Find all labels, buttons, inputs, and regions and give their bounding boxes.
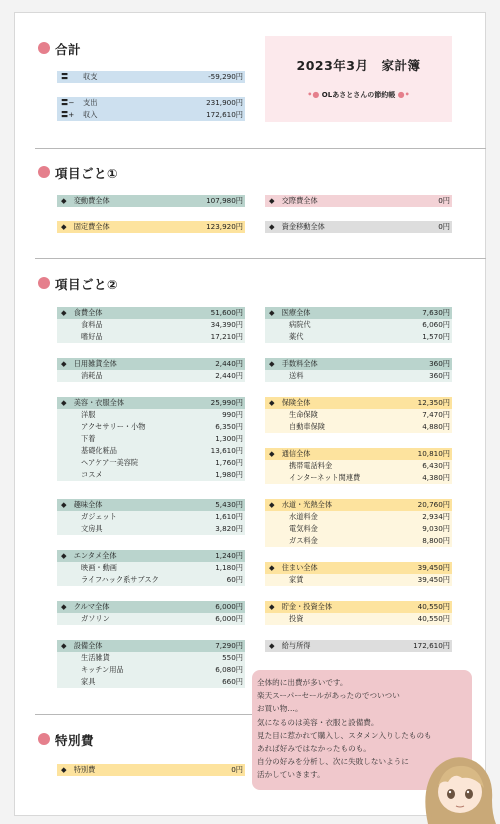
expense-label: 支出: [83, 98, 98, 107]
item-row: [57, 457, 245, 469]
income-value: 172,610円: [206, 110, 243, 119]
category-label: ◆ 日用雑貨全体: [61, 359, 117, 368]
category-row: [265, 562, 452, 574]
category-value: 1,240円: [215, 551, 243, 560]
item-value: 39,450円: [417, 575, 450, 584]
bullet-dot-icon: [38, 166, 50, 178]
expense-row: [57, 97, 245, 109]
item-label: インターネット関連費: [289, 473, 361, 482]
category-value: 40,550円: [417, 602, 450, 611]
category-value: 5,430円: [215, 500, 243, 509]
transfer-value: 0円: [438, 222, 450, 231]
item-value: 1,570円: [422, 332, 450, 341]
item-value: 3,820円: [215, 524, 243, 533]
category-value: 7,290円: [215, 641, 243, 650]
item-label: 水道料金: [289, 512, 318, 521]
item-value: 17,210円: [210, 332, 243, 341]
category-row: [57, 358, 245, 370]
category-row: [57, 550, 245, 562]
category-label: ◆ 通信全体: [269, 449, 311, 458]
balance-label: 収支: [83, 72, 98, 81]
divider: [35, 258, 486, 259]
item-row: [265, 523, 452, 535]
item-label: ガス料金: [289, 536, 318, 545]
item-value: 6,350円: [215, 422, 243, 431]
memo-line: 全体的に出費が多いです。: [257, 678, 348, 687]
page-title: 2023年3月 家計簿: [296, 58, 421, 73]
expense-value: 231,900円: [206, 98, 243, 107]
item-row: [57, 511, 245, 523]
item-row: [57, 421, 245, 433]
special-label: ◆ 特別費: [61, 765, 96, 774]
balance-value: -59,290円: [208, 72, 243, 81]
bullet-dot-icon: [38, 733, 50, 745]
memo-line: 楽天スーパーセールがあったのでついつい: [257, 691, 400, 701]
item-value: 4,880円: [422, 422, 450, 431]
item-row: [57, 319, 245, 331]
category-row: [265, 448, 452, 460]
item-label: ライフハック系サブスク: [81, 575, 159, 584]
item-label: 生命保険: [289, 410, 318, 419]
item-label: 病院代: [289, 320, 311, 329]
item-value: 40,550円: [417, 614, 450, 623]
transfer-row: [265, 221, 452, 233]
variable-row: [57, 195, 245, 207]
item-label: 嗜好品: [81, 332, 103, 341]
expense-icon: 〓−: [61, 98, 75, 107]
divider: [35, 714, 253, 715]
item-value: 6,080円: [215, 665, 243, 674]
category-value: 12,350円: [417, 398, 450, 407]
item-row: [265, 331, 452, 343]
item-value: 60円: [226, 575, 243, 584]
item-row: [265, 574, 452, 586]
category-label: ◆ 貯金・投資全体: [269, 602, 333, 611]
item-row: [265, 511, 452, 523]
fixed-row: [57, 221, 245, 233]
total-heading: 合計: [55, 42, 82, 57]
item-row: [57, 652, 245, 664]
variable-value: 107,980円: [206, 196, 243, 205]
item-label: ガジェット: [81, 512, 117, 521]
item-value: 1,610円: [215, 512, 243, 521]
item-row: [57, 433, 245, 445]
category-label: ◆ 手数料全体: [269, 359, 318, 368]
item-row: [265, 472, 452, 484]
category-value: 7,630円: [422, 308, 450, 317]
item-label: 消耗品: [81, 371, 103, 380]
character-illustration-icon: [418, 748, 496, 824]
item-label: 家具: [81, 677, 96, 686]
category-row: [265, 397, 452, 409]
item-row: [57, 523, 245, 535]
item-value: 360円: [429, 371, 450, 380]
category-label: ◆ 水道・光熱全体: [269, 500, 333, 509]
item-value: 9,030円: [422, 524, 450, 533]
item-label: 基礎化粧品: [81, 446, 117, 455]
memo-line: 活かしていきます。: [257, 770, 325, 780]
item-value: 6,430円: [422, 461, 450, 470]
category-row: [57, 397, 245, 409]
category-value: 6,000円: [215, 602, 243, 611]
item-label: 薬代: [289, 332, 304, 341]
income-label: 収入: [83, 110, 98, 119]
section2-heading: 項目ごと②: [55, 277, 119, 292]
item-label: 食料品: [81, 320, 103, 329]
item-label: ガソリン: [81, 614, 110, 623]
item-label: 送料: [289, 371, 304, 380]
item-label: 家賃: [289, 575, 304, 584]
salary-row: [265, 640, 452, 652]
salary-value: 172,610円: [413, 641, 450, 650]
income-row: [57, 109, 245, 121]
item-label: アクセサリー・小物: [81, 422, 146, 431]
balance-icon: 〓: [61, 72, 69, 81]
item-value: 7,470円: [422, 410, 450, 419]
item-value: 2,934円: [422, 512, 450, 521]
category-label: ◆ 医療全体: [269, 308, 311, 317]
item-value: 6,000円: [215, 614, 243, 623]
category-row: [57, 640, 245, 652]
divider: [35, 148, 486, 149]
bullet-dot-icon: [38, 277, 50, 289]
item-label: キッチン用品: [81, 665, 124, 674]
item-value: 13,610円: [210, 446, 243, 455]
category-row: [57, 601, 245, 613]
memo-line: あれば好みではなかったものも。: [257, 744, 371, 754]
item-row: [57, 574, 245, 586]
special-row: [57, 764, 245, 776]
item-value: 990円: [222, 410, 243, 419]
category-label: ◆ 保険全体: [269, 398, 311, 407]
item-label: 携帯電話料金: [289, 461, 333, 470]
item-value: 1,760円: [215, 458, 243, 467]
item-value: 550円: [222, 653, 243, 662]
special-value: 0円: [231, 765, 243, 774]
category-value: 10,810円: [417, 449, 450, 458]
item-value: 4,380円: [422, 473, 450, 482]
page-subtitle: [265, 90, 452, 100]
category-value: 39,450円: [417, 563, 450, 572]
budget-sheet: [14, 12, 486, 816]
item-row: [265, 613, 452, 625]
item-row: [265, 535, 452, 547]
balance-row: [57, 71, 245, 83]
memo-line: 見た目に惹かれて購入し、スタメン入りしたものも: [257, 730, 432, 740]
item-row: [265, 319, 452, 331]
item-label: 洋服: [81, 410, 96, 419]
item-value: 1,180円: [215, 563, 243, 572]
social-label: ◆ 交際費全体: [269, 196, 318, 205]
item-label: コスメ: [81, 470, 103, 479]
item-label: 文房具: [81, 524, 103, 533]
dots-icon: ●•: [397, 90, 410, 99]
memo-line: 気になるのは美容・衣服と設備費。: [257, 717, 379, 727]
category-label: ◆ 住まい全体: [269, 563, 318, 572]
item-row: [57, 613, 245, 625]
subtitle-text: OLあさとさんの節約帳: [321, 91, 396, 99]
item-row: [57, 664, 245, 676]
item-label: 下着: [81, 434, 96, 443]
fixed-label: ◆ 固定費全体: [61, 222, 110, 231]
item-label: 映画・動画: [81, 563, 117, 572]
item-row: [265, 409, 452, 421]
special-heading: 特別費: [55, 733, 95, 748]
item-row: [265, 370, 452, 382]
item-row: [57, 370, 245, 382]
category-label: ◆ クルマ全体: [61, 602, 110, 611]
category-row: [265, 307, 452, 319]
item-label: 電気料金: [289, 524, 318, 533]
bullet-dot-icon: [38, 42, 50, 54]
category-label: ◆ 趣味全体: [61, 500, 103, 509]
dots-icon: •●: [307, 90, 320, 99]
category-value: 2,440円: [215, 359, 243, 368]
transfer-label: ◆ 資金移動全体: [269, 222, 325, 231]
memo-line: 自分の好みを分析し、次に失敗しないように: [257, 757, 409, 767]
income-icon: 〓+: [61, 110, 75, 119]
category-value: 25,990円: [210, 398, 243, 407]
item-value: 1,980円: [215, 470, 243, 479]
item-row: [57, 469, 245, 481]
item-row: [265, 460, 452, 472]
item-row: [265, 421, 452, 433]
salary-label: ◆ 給与所得: [269, 641, 311, 650]
item-value: 6,060円: [422, 320, 450, 329]
category-label: ◆ 食費全体: [61, 308, 103, 317]
item-row: [57, 445, 245, 457]
category-row: [57, 307, 245, 319]
category-row: [265, 358, 452, 370]
item-value: 1,300円: [215, 434, 243, 443]
item-value: 2,440円: [215, 371, 243, 380]
variable-label: ◆ 変動費全体: [61, 196, 110, 205]
item-row: [57, 331, 245, 343]
social-value: 0円: [438, 196, 450, 205]
fixed-value: 123,920円: [206, 222, 243, 231]
item-row: [57, 409, 245, 421]
item-label: 投資: [289, 614, 304, 623]
category-label: ◆ 設備全体: [61, 641, 103, 650]
item-label: 生活雑貨: [81, 653, 110, 662]
category-value: 20,760円: [417, 500, 450, 509]
memo-line: お買い物…。: [257, 704, 303, 714]
category-row: [265, 601, 452, 613]
item-value: 34,390円: [210, 320, 243, 329]
category-row: [265, 499, 452, 511]
category-label: ◆ エンタメ全体: [61, 551, 117, 560]
item-value: 8,800円: [422, 536, 450, 545]
item-row: [57, 562, 245, 574]
item-value: 660円: [222, 677, 243, 686]
category-value: 51,600円: [210, 308, 243, 317]
category-value: 360円: [429, 359, 450, 368]
category-label: ◆ 美容・衣服全体: [61, 398, 125, 407]
category-row: [57, 499, 245, 511]
item-label: ヘアケア一美容院: [81, 458, 139, 467]
section1-heading: 項目ごと①: [55, 166, 119, 181]
title-box: [265, 36, 452, 122]
item-label: 自動車保険: [289, 422, 325, 431]
item-row: [57, 676, 245, 688]
social-row: [265, 195, 452, 207]
